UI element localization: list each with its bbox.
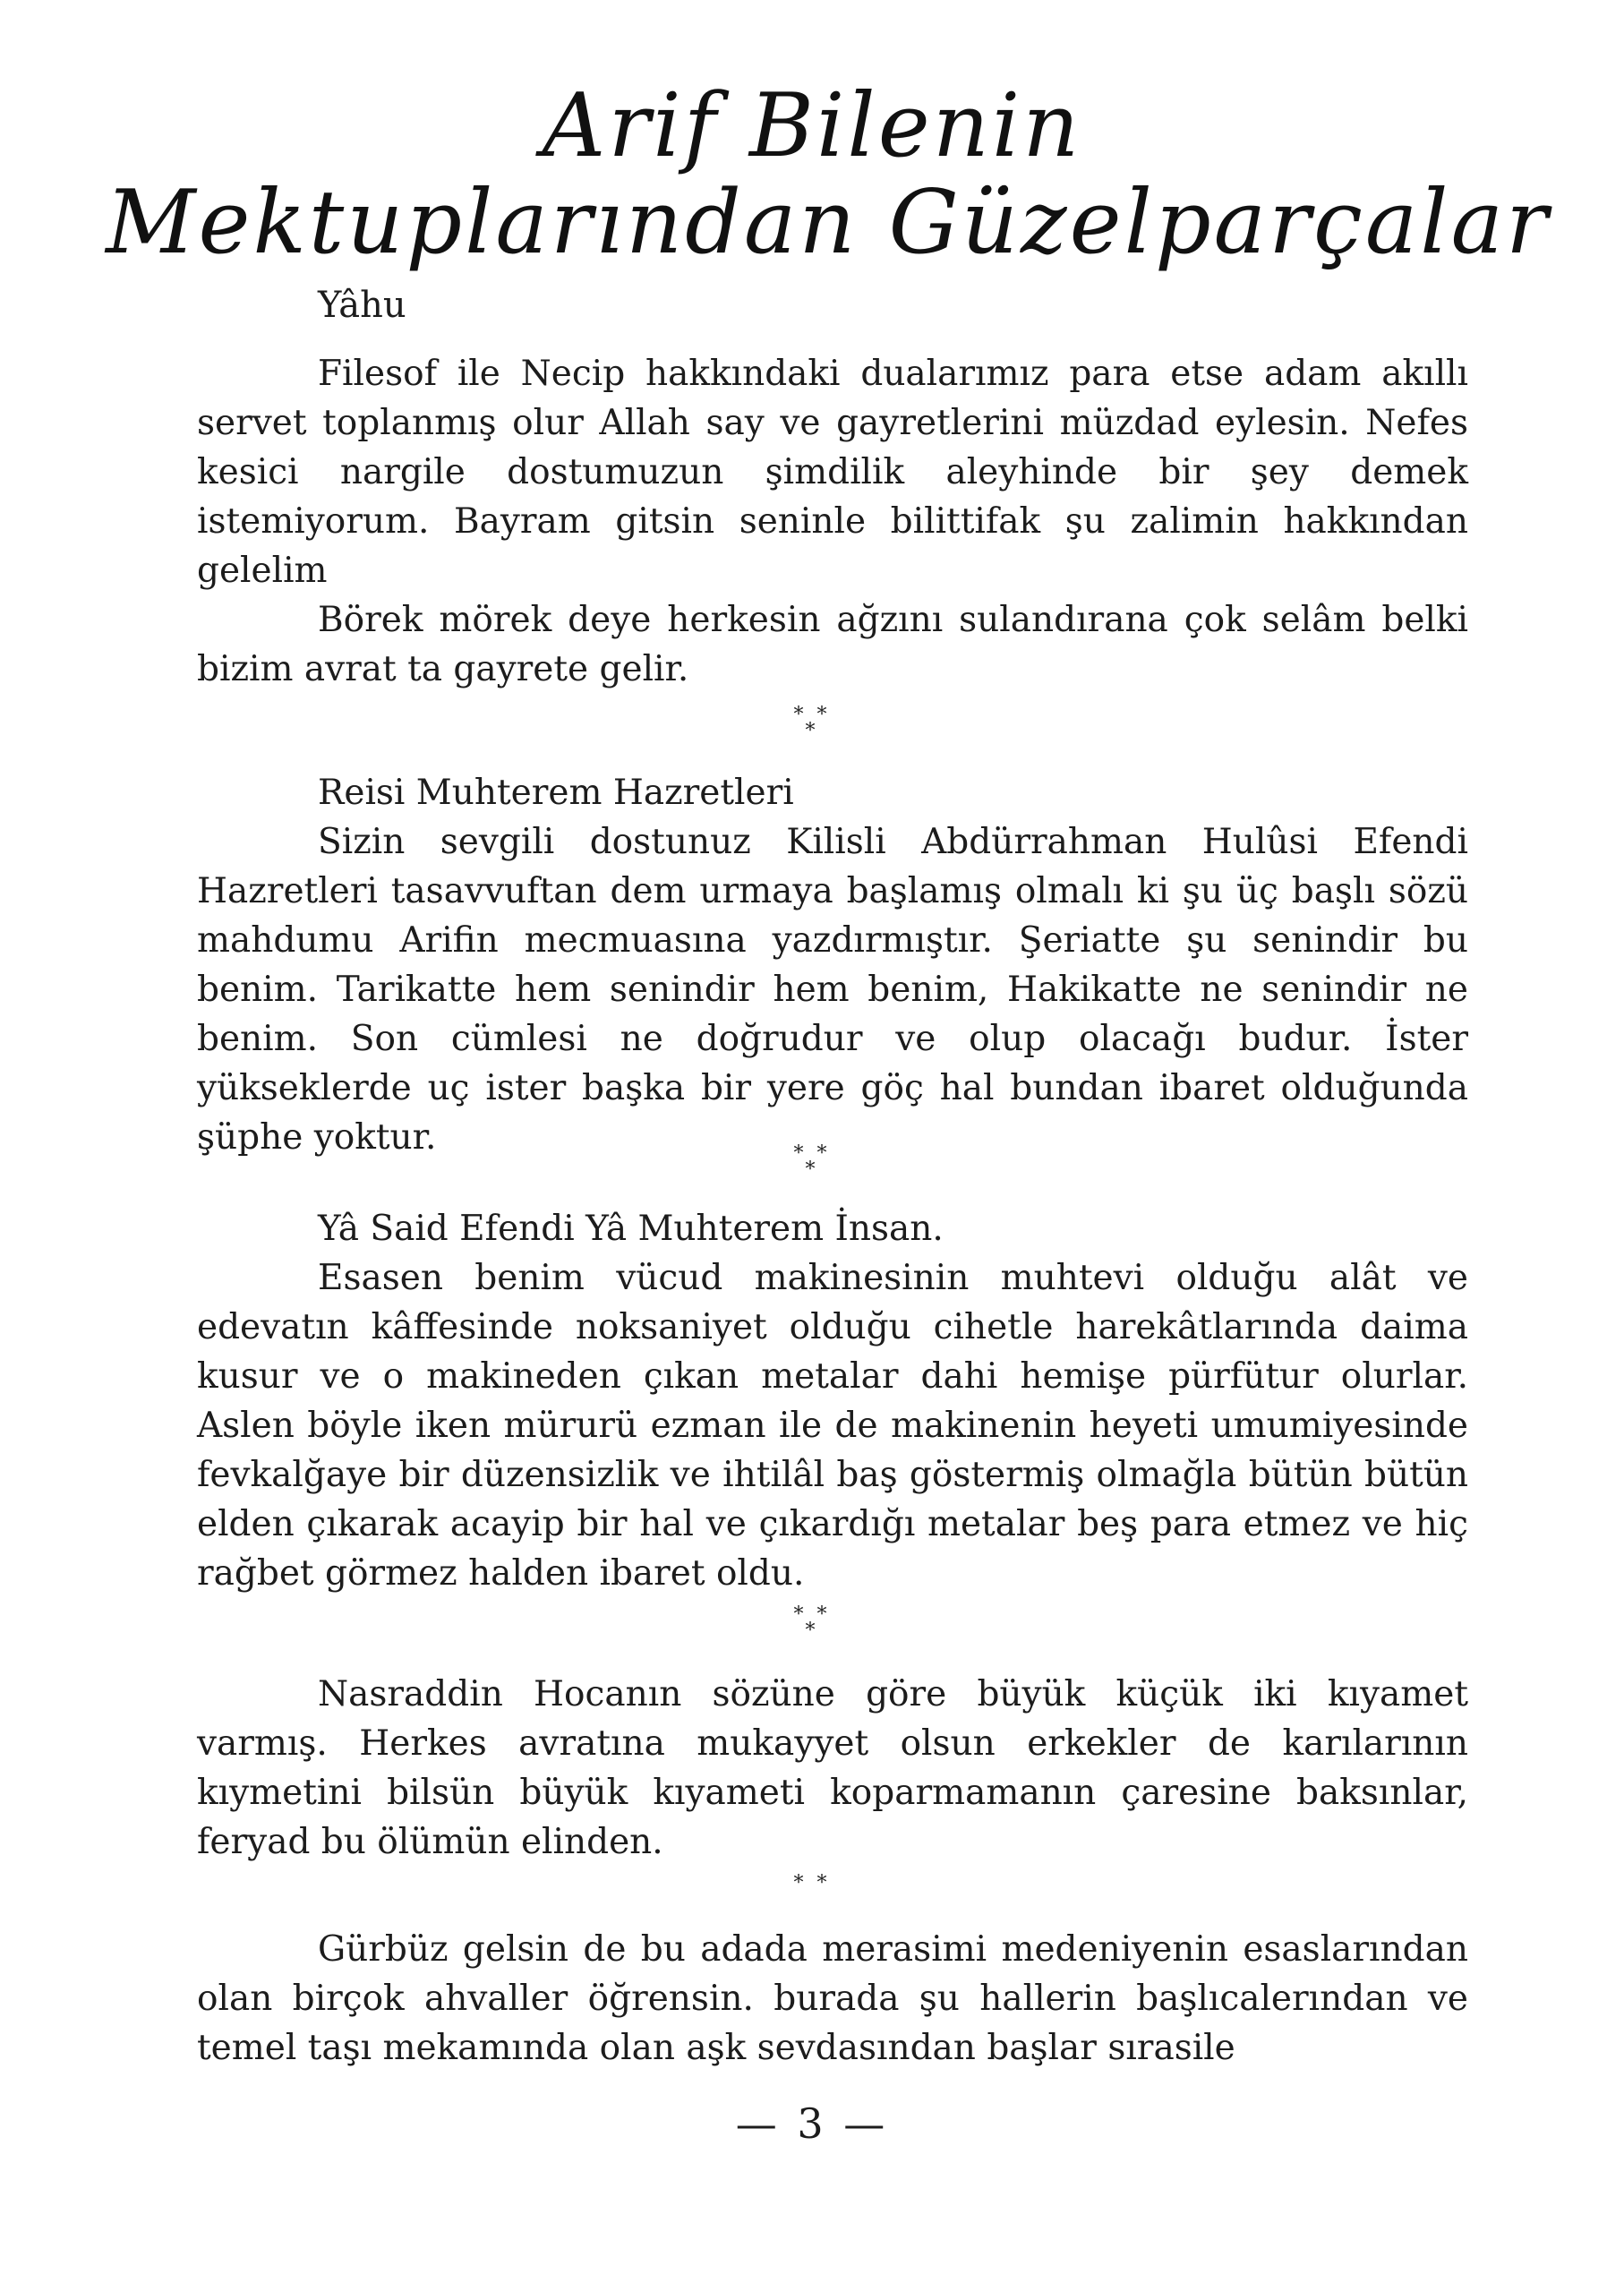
separator-mark: * * [793, 1872, 831, 1894]
separator-asterisks [0, 1603, 1624, 1642]
paragraph: Börek mörek deye herkesin ağzını sulandırana çok selâm belki bizim avrat ta gayrete gelir. [197, 600, 1468, 689]
separator-mark: * * * [793, 1142, 831, 1181]
title-line-1: Arif Bilenin [542, 75, 1082, 177]
paragraph: Esasen benim vücud makinesinin muhtevi olduğu alât ve edevatın kâffesinde noksaniyet olduğu cihetle harekâtlarında daima kusur ve o makineden çıkan metalar dahi hemişe pürfütur olurlar. Aslen böyle iken mürurü ezman ile de makinenin heyeti umumiyesinde fevkalğaye bir düzensizlik ve ihtilâl baş göstermiş olmağla bütün bütün elden çıkarak acayip bir hal ve çıkardığı metalar beş para etmez ve hiç rağbet görmez halden ibaret oldu. [197, 1258, 1468, 1594]
separator-mark: * * * [793, 1603, 831, 1642]
letter-section-3 [197, 1204, 1468, 1598]
letter-section-4 [197, 1670, 1468, 1867]
letter-section-5 [197, 1925, 1468, 2073]
letter-section-1 [197, 349, 1468, 694]
salutation: Yâ Said Efendi Yâ Muhterem İnsan. [318, 1209, 944, 1249]
paragraph: Nasraddin Hocanın sözüne göre büyük küçük iki kıyamet varmış. Herkes avratına mukayyet olsun erkekler de karılarının kıymetini bilsün büyük kıyameti koparmamanın çaresine baksınlar, feryad bu ölümün elinden. [197, 1674, 1468, 1862]
paragraph: Sizin sevgili dostunuz Kilisli Abdürrahman Hulûsi Efendi Hazretleri tasavvuftan dem urmaya başlamış olmalı ki şu üç başlı sözü mahdumu Arifin mecmuasına yazdırmıştır. Şeriatte şu senindir bu benim. Tarikatte hem senindir hem benim, Hakikatte ne senindir ne benim. Son cümlesi ne doğrudur ve olup olacağı budur. İster yükseklerde uç ister başka bir yere göç hal bundan ibaret olduğunda şüphe yoktur. [197, 822, 1468, 1158]
page-number: — 3 — [735, 2099, 889, 2148]
separator-asterisks [0, 704, 1624, 742]
salutation-yahu: Yâhu [318, 285, 406, 326]
letter-section-2 [197, 768, 1468, 1162]
separator-mark: * * * [793, 704, 831, 742]
separator-asterisks [0, 1142, 1624, 1181]
title-line-2: Mektuplarından Güzelparçalar [106, 172, 1551, 274]
separator-asterisks [0, 1872, 1624, 1894]
paragraph: Gürbüz gelsin de bu adada merasimi medeniyenin esaslarından olan birçok ahvaller öğrensin. burada şu hallerin başlıcalerından ve temel taşı mekamında olan aşk sevdasından başlar sırasile [197, 1929, 1468, 2068]
salutation: Reisi Muhterem Hazretleri [318, 773, 794, 813]
paragraph: Filesof ile Necip hakkındaki dualarımız para etse adam akıllı servet toplanmış olur Allah say ve gayretlerini müzdad eylesin. Nefes kesici nargile dostumuzun şimdilik aleyhinde bir şey demek istemiyorum. Bayram gitsin seninle bilittifak şu zalimin hakkından gelelim [197, 354, 1468, 591]
